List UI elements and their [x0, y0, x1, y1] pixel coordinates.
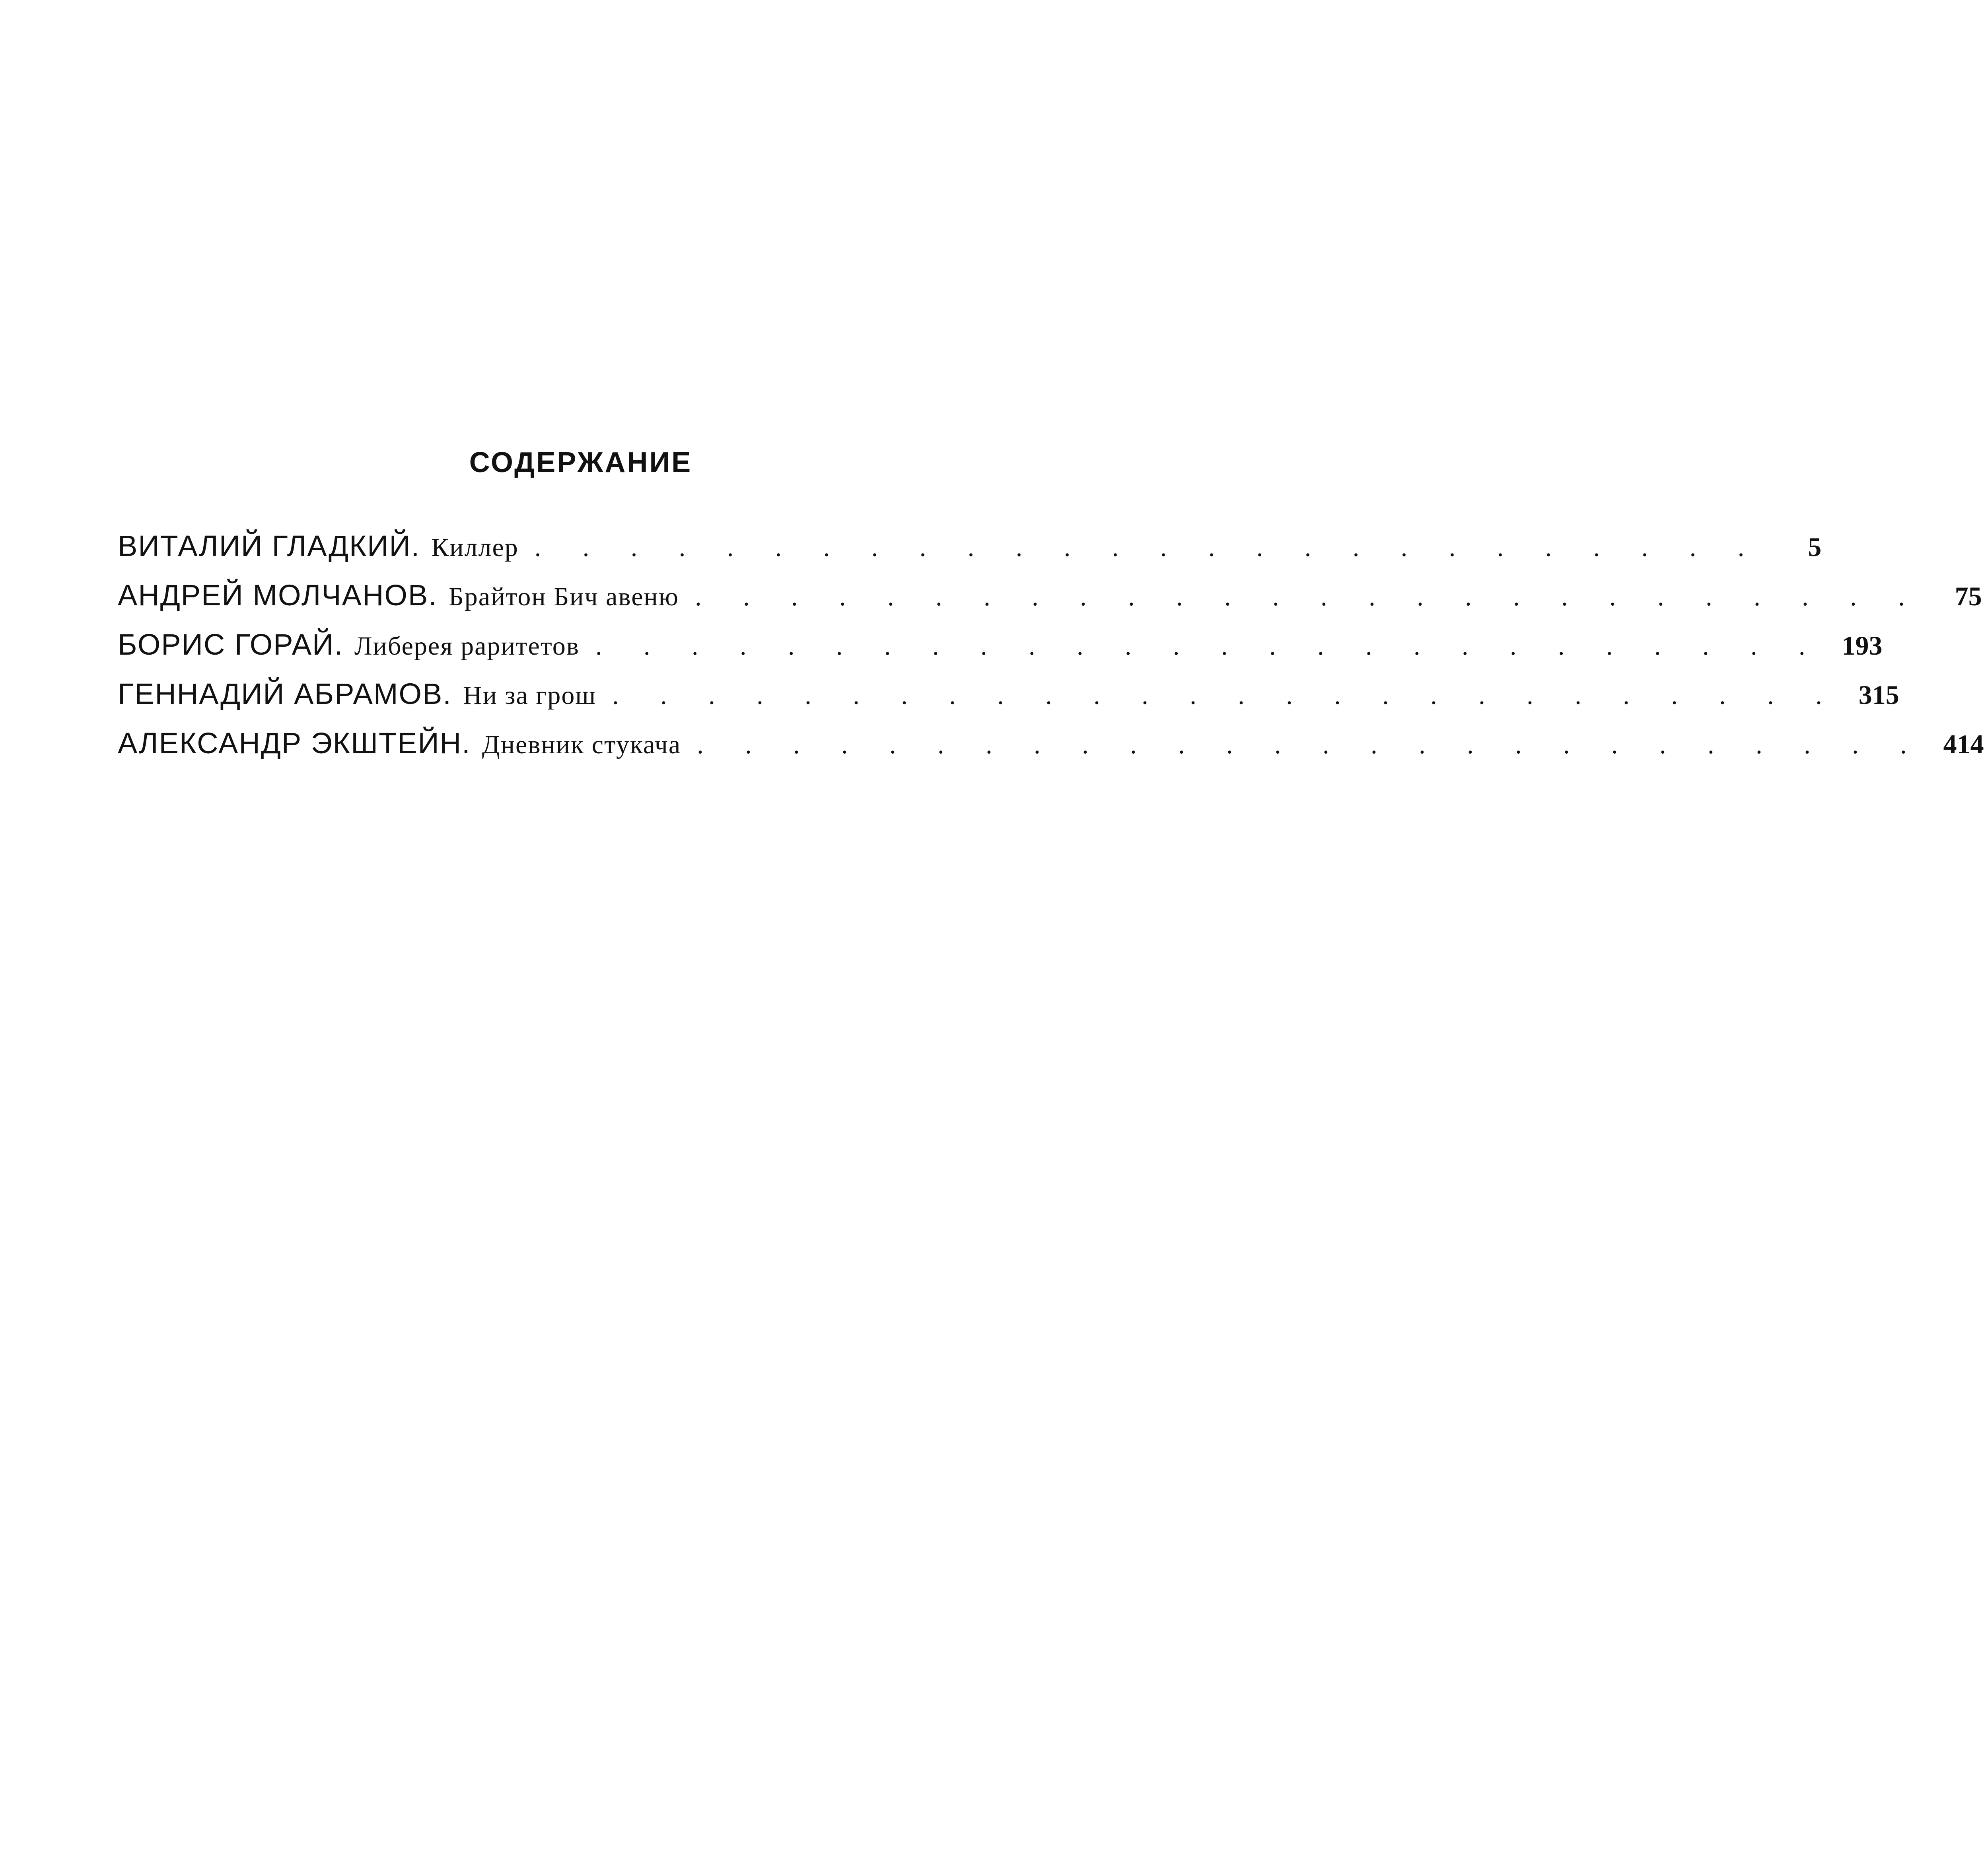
toc-entry-page: 315 [1858, 680, 1899, 710]
toc-entry [118, 677, 1899, 726]
toc-entry-title: Брайтон Бич авеню [448, 582, 679, 611]
toc-entry-page: 193 [1842, 630, 1883, 661]
toc-entry-title: Киллер [431, 533, 519, 562]
toc-entry [118, 578, 1982, 628]
toc-entry-author: АЛЕКСАНДР ЭКШТЕЙН. [118, 727, 471, 760]
toc-entry-title: Ни за грош [463, 681, 597, 710]
dot-leader: . . . . . . . . . . . . . . . . . . . . . . . . . . [697, 730, 1924, 759]
toc-entry-title: Дневник стукача [482, 730, 681, 759]
toc-entry [118, 726, 1984, 776]
toc-entry-page: 5 [1808, 532, 1822, 562]
dot-leader: . . . . . . . . . . . . . . . . . . . . . . . . . . [695, 582, 1922, 611]
toc-entry [118, 628, 1883, 677]
toc-entry-page: 75 [1955, 581, 1982, 611]
dot-leader: . . . . . . . . . . . . . . . . . . . . . . . . . . [595, 632, 1823, 661]
toc-entry-page: 414 [1943, 729, 1984, 759]
toc-entry-title: Либерея раритетов [354, 632, 580, 661]
toc-entry-author: ВИТАЛИЙ ГЛАДКИЙ. [118, 529, 420, 562]
toc-entry-author: ГЕННАДИЙ АБРАМОВ. [118, 677, 452, 710]
toc-entry-author: БОРИС ГОРАЙ. [118, 628, 343, 661]
toc-entry-author: АНДРЕЙ МОЛЧАНОВ. [118, 579, 438, 612]
toc-entry [118, 529, 1822, 578]
toc-heading: СОДЕРЖАНИЕ [469, 447, 692, 478]
dot-leader: . . . . . . . . . . . . . . . . . . . . . . . . . . [612, 681, 1840, 710]
dot-leader: . . . . . . . . . . . . . . . . . . . . . . . . . . [534, 533, 1762, 562]
toc-list [118, 529, 1984, 776]
